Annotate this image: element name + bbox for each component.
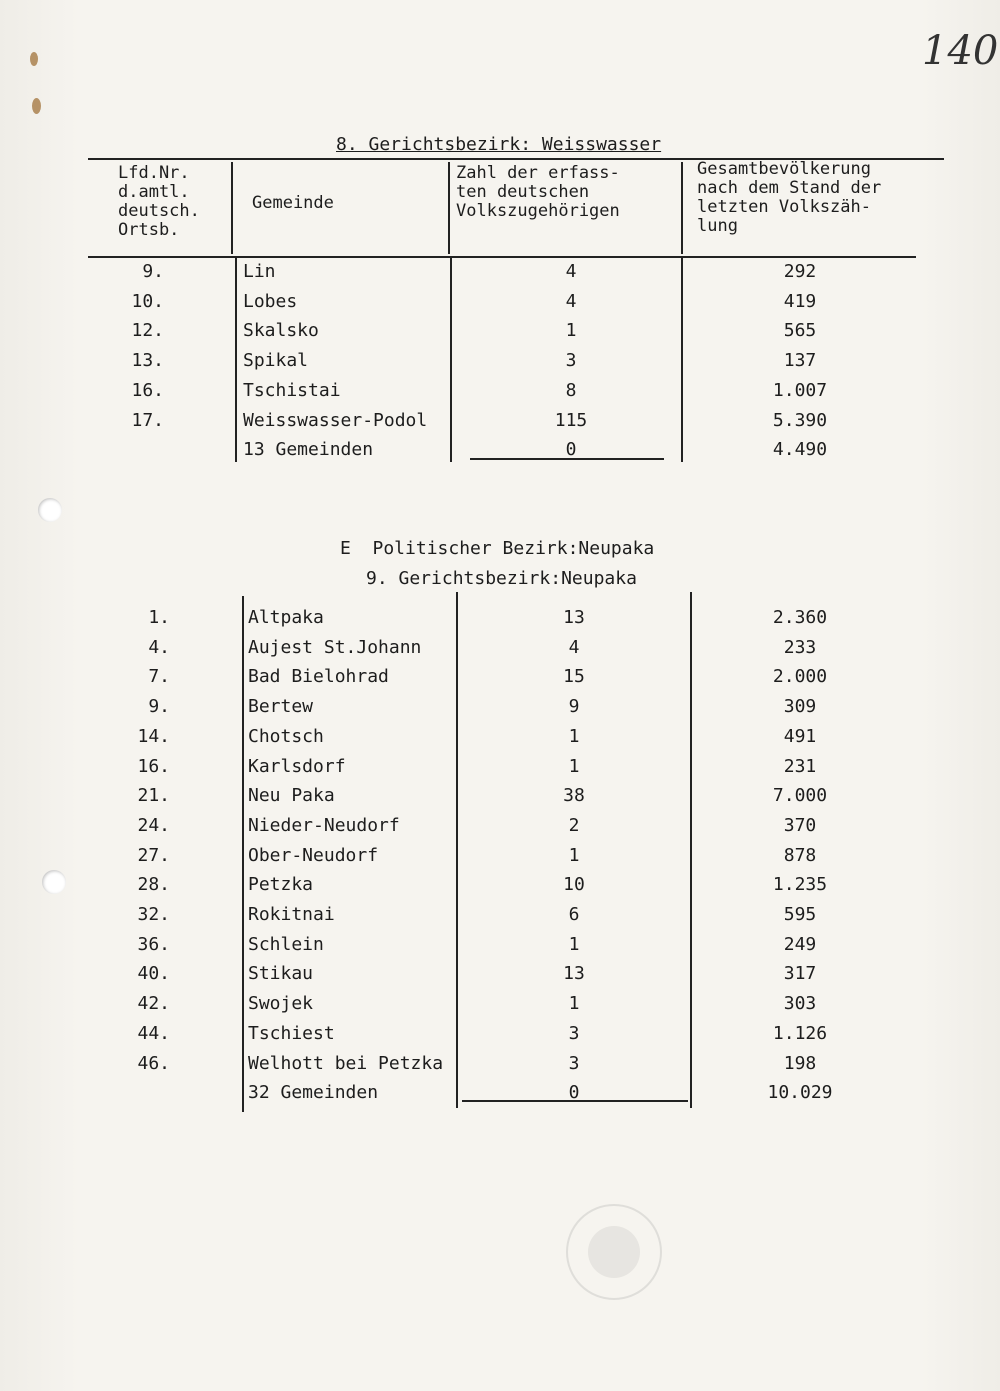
row-total: 1.126 bbox=[772, 1022, 828, 1044]
column-divider bbox=[231, 162, 233, 254]
row-count: 2 bbox=[568, 814, 580, 836]
row-total: 309 bbox=[783, 696, 817, 718]
row-number: 44. bbox=[137, 1022, 170, 1044]
column-divider bbox=[681, 258, 683, 462]
row-number: 14. bbox=[137, 725, 170, 747]
row-total: 137 bbox=[783, 350, 817, 372]
row-number: 9. bbox=[142, 261, 164, 282]
row-total: 565 bbox=[783, 320, 817, 342]
row-number: 21. bbox=[137, 785, 170, 807]
row-gemeinde: Neu Paka bbox=[248, 785, 335, 807]
row-count: 15 bbox=[563, 666, 585, 688]
row-number: 42. bbox=[137, 993, 170, 1015]
row-total: 5.390 bbox=[772, 409, 828, 431]
row-number: 46. bbox=[137, 1052, 170, 1074]
row-gemeinde: Ober-Neudorf bbox=[248, 844, 379, 866]
row-number: 24. bbox=[137, 814, 170, 836]
row-total: 198 bbox=[783, 1052, 817, 1074]
row-gemeinde: Rokitnai bbox=[248, 904, 335, 925]
row-gemeinde: Stikau bbox=[248, 963, 314, 985]
row-count: 38 bbox=[563, 785, 585, 807]
header-nr: Lfd.Nr. d.amtl. deutsch. Ortsb. bbox=[118, 163, 200, 240]
faded-stamp bbox=[566, 1204, 662, 1300]
row-number: 17. bbox=[131, 409, 164, 431]
row-number: 36. bbox=[137, 933, 170, 955]
punch-hole bbox=[38, 498, 62, 522]
row-gemeinde: Aujest St.Johann bbox=[248, 636, 422, 658]
row-total: 370 bbox=[783, 814, 817, 836]
row-count: 1 bbox=[568, 844, 580, 866]
row-number: 13. bbox=[131, 350, 164, 372]
row-gemeinde: Bad Bielohrad bbox=[248, 666, 389, 688]
punch-hole bbox=[42, 870, 66, 894]
row-count: 13 bbox=[563, 963, 585, 985]
row-number: 9. bbox=[148, 696, 170, 718]
row-count: 4 bbox=[568, 636, 580, 658]
row-total: 878 bbox=[783, 844, 817, 866]
row-gemeinde: Tschiest bbox=[248, 1022, 335, 1044]
row-gemeinde: Altpaka bbox=[248, 607, 324, 628]
row-count: 9 bbox=[568, 696, 580, 718]
row-gemeinde: Swojek bbox=[248, 993, 314, 1015]
row-gemeinde: Spikal bbox=[243, 350, 309, 372]
row-count: 1 bbox=[568, 755, 580, 777]
column-divider bbox=[448, 162, 450, 254]
row-number: 12. bbox=[131, 320, 164, 342]
header-count: Zahl der erfass- ten deutschen Volkszugehörigen bbox=[456, 163, 620, 221]
row-gemeinde: Tschistai bbox=[243, 379, 341, 401]
row-total: 7.000 bbox=[772, 785, 828, 807]
row-total: 317 bbox=[783, 963, 817, 985]
row-total: 303 bbox=[783, 993, 817, 1015]
row-total: 231 bbox=[783, 755, 817, 777]
row-number: 40. bbox=[137, 963, 170, 985]
row-number: 32. bbox=[137, 904, 170, 925]
row-number: 16. bbox=[137, 755, 170, 777]
rust-stain bbox=[32, 98, 41, 114]
row-total: 2.360 bbox=[772, 607, 828, 628]
row-total: 1.235 bbox=[772, 874, 828, 896]
row-count: 4 bbox=[565, 261, 577, 282]
row-gemeinde: Lobes bbox=[243, 290, 298, 312]
table-header-rule bbox=[88, 256, 916, 258]
row-count: 1 bbox=[565, 320, 577, 342]
section-title: 8. Gerichtsbezirk: Weisswasser bbox=[336, 134, 662, 155]
column-divider bbox=[450, 258, 452, 462]
header-gemeinde: Gemeinde bbox=[252, 193, 334, 213]
header-total: Gesamtbevölkerung nach dem Stand der letzten Volkszäh- lung bbox=[697, 159, 882, 236]
district-title: E Politischer Bezirk:Neupaka bbox=[340, 538, 655, 559]
row-gemeinde: Petzka bbox=[248, 874, 314, 896]
row-total: 10.029 bbox=[767, 1082, 833, 1104]
column-divider bbox=[681, 162, 683, 254]
row-count: 13 bbox=[563, 607, 585, 628]
row-count: 0 bbox=[565, 439, 577, 461]
row-gemeinde: Weisswasser-Podol bbox=[243, 409, 428, 431]
column-divider bbox=[456, 592, 458, 1108]
row-total: 249 bbox=[783, 933, 817, 955]
row-gemeinde: Skalsko bbox=[243, 320, 319, 342]
row-count: 0 bbox=[568, 1082, 580, 1104]
row-total: 1.007 bbox=[772, 379, 828, 401]
row-count: 1 bbox=[568, 725, 580, 747]
row-gemeinde: 32 Gemeinden bbox=[248, 1082, 379, 1104]
row-gemeinde: Schlein bbox=[248, 933, 324, 955]
row-number: 10. bbox=[131, 290, 164, 312]
row-number: 7. bbox=[148, 666, 170, 688]
row-total: 292 bbox=[783, 261, 817, 282]
subdistrict-title: 9. Gerichtsbezirk:Neupaka bbox=[366, 568, 637, 589]
row-number: 4. bbox=[148, 636, 170, 658]
row-gemeinde: Lin bbox=[243, 261, 276, 282]
row-total: 595 bbox=[783, 904, 817, 925]
row-total: 233 bbox=[783, 636, 817, 658]
row-count: 6 bbox=[568, 904, 580, 925]
row-count: 4 bbox=[565, 290, 577, 312]
row-count: 115 bbox=[554, 409, 588, 431]
row-count: 1 bbox=[568, 933, 580, 955]
row-gemeinde: Karlsdorf bbox=[248, 755, 346, 777]
row-total: 4.490 bbox=[772, 439, 828, 461]
row-count: 3 bbox=[568, 1052, 580, 1074]
column-divider bbox=[235, 258, 237, 462]
column-divider bbox=[242, 596, 244, 1112]
row-gemeinde: Bertew bbox=[248, 696, 314, 718]
row-number: 28. bbox=[137, 874, 170, 896]
column-divider bbox=[690, 592, 692, 1108]
row-total: 2.000 bbox=[772, 666, 828, 688]
row-gemeinde: Chotsch bbox=[248, 725, 324, 747]
row-number: 1. bbox=[148, 607, 170, 628]
row-number: 16. bbox=[131, 379, 164, 401]
row-count: 8 bbox=[565, 379, 577, 401]
rust-stain bbox=[30, 52, 38, 66]
row-gemeinde: Welhott bei Petzka bbox=[248, 1052, 444, 1074]
row-total: 419 bbox=[783, 290, 817, 312]
row-count: 3 bbox=[565, 350, 577, 372]
row-gemeinde: 13 Gemeinden bbox=[243, 439, 374, 461]
row-total: 491 bbox=[783, 725, 817, 747]
page-number: 140 bbox=[922, 28, 999, 74]
row-count: 1 bbox=[568, 993, 580, 1015]
row-count: 10 bbox=[563, 874, 585, 896]
row-count: 3 bbox=[568, 1022, 580, 1044]
row-number: 27. bbox=[137, 844, 170, 866]
row-gemeinde: Nieder-Neudorf bbox=[248, 814, 400, 836]
